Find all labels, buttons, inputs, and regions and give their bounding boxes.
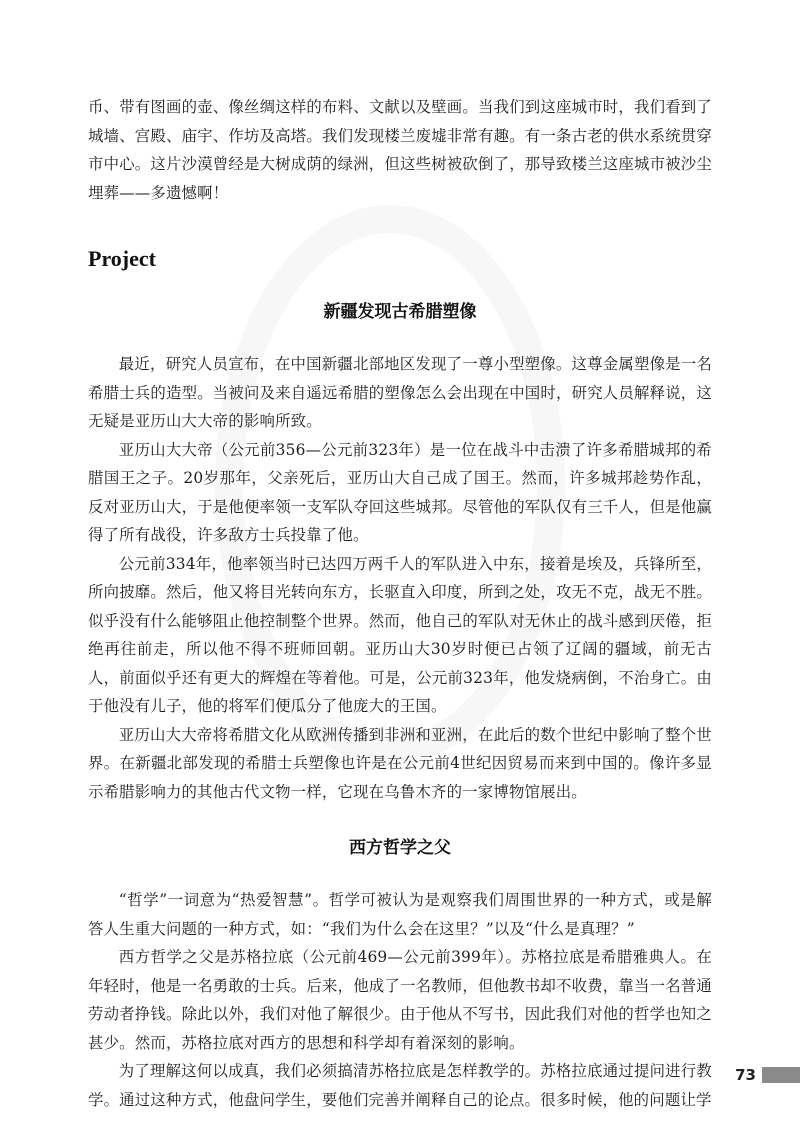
article-father-of-philosophy <box>88 836 712 1114</box>
page-footer <box>735 1064 800 1086</box>
article-paragraph: 最近，研究人员宣布，在中国新疆北部地区发现了一尊小型塑像。这尊金属塑像是一名希腊士兵的造型。当被问及来自遥远希腊的塑像怎么会出现在中国时，研究人员解释说，这无疑是亚历山大大帝的影响所致。 <box>88 355 712 430</box>
article-paragraph: 亚历山大大帝将希腊文化从欧洲传播到非洲和亚洲，在此后的数个世纪中影响了整个世界。在新疆北部发现的希腊士兵塑像也许是在公元前4世纪因贸易而来到中国的。像许多显示希腊影响力的其他古代文物一样，它现在乌鲁木齐的一家博物馆展出。 <box>88 725 712 801</box>
article-title: 西方哲学之父 <box>349 838 451 858</box>
article-paragraph: 亚历山大大帝（公元前356—公元前323年）是一位在战斗中击溃了许多希腊城邦的希腊国王之子。20岁那年，父亲死后，亚历山大自己成了国王。然而，许多城邦趁势作乱，反对亚历山大，于是他便率领一支军队夺回这些城邦。尽管他的军队仅有三千人，但是他赢得了所有战役，许多敌方士兵投靠了他。 <box>88 440 712 544</box>
page-number: 73 <box>735 1066 756 1084</box>
article-greek-statue <box>88 300 712 806</box>
article-paragraph: “哲学”一词意为“热爱智慧”。哲学可被认为是观察我们周围世界的一种方式，或是解答人生重大问题的一种方式，如：“我们为什么会在这里？”以及“什么是真理？” <box>88 891 712 938</box>
article-title: 新疆发现古希腊塑像 <box>323 302 477 322</box>
article-paragraph: 西方哲学之父是苏格拉底（公元前469—公元前399年）。苏格拉底是希腊雅典人。在年轻时，他是一名勇敢的士兵。后来，他成了一名教师，但他教书却不收费，靠当一名普通劳动者挣钱。除此以外，我们对他了解很少。由于他从不写书，因此我们对他的哲学也知之甚少。然而，苏格拉底对西方的思想和科学却有着深刻的影响。 <box>88 948 712 1052</box>
page-tab-bar <box>762 1067 800 1083</box>
page-content <box>88 93 712 1114</box>
intro-paragraph: 币、带有图画的壶、像丝绸这样的布料、文献以及壁画。当我们到这座城市时，我们看到了城墙、宫殿、庙宇、作坊及高塔。我们发现楼兰废墟非常有趣。有一条古老的供水系统贯穿市中心。这片沙漠曾经是大树成荫的绿洲，但这些树被砍倒了，那导致楼兰这座城市被沙尘埋葬——多遗憾啊！ <box>88 98 712 202</box>
article-paragraph: 为了理解这何以成真，我们必须搞清苏格拉底是怎样教学的。苏格拉底通过提问进行教学。通过这种方式，他盘问学生，要他们完善并阐释自己的论点。很多时候，他的问题让学 <box>88 1062 712 1109</box>
article-paragraph: 公元前334年，他率领当时已达四万两千人的军队进入中东，接着是埃及，兵锋所至，所向披靡。然后，他又将目光转向东方，长驱直入印度，所到之处，攻无不克，战无不胜。似乎没有什么能够阻止他控制整个世界。然而，他自己的军队对无休止的战斗感到厌倦，拒绝再往前走，所以他不得不班师回朝。亚历山大30岁时便已占领了辽阔的疆域，前无古人，前面似乎还有更大的辉煌在等着他。可是，公元前323年，他发烧病倒，不治身亡。由于他没有儿子，他的将军们便瓜分了他庞大的王国。 <box>88 554 712 715</box>
section-label-project: Project <box>88 246 156 271</box>
